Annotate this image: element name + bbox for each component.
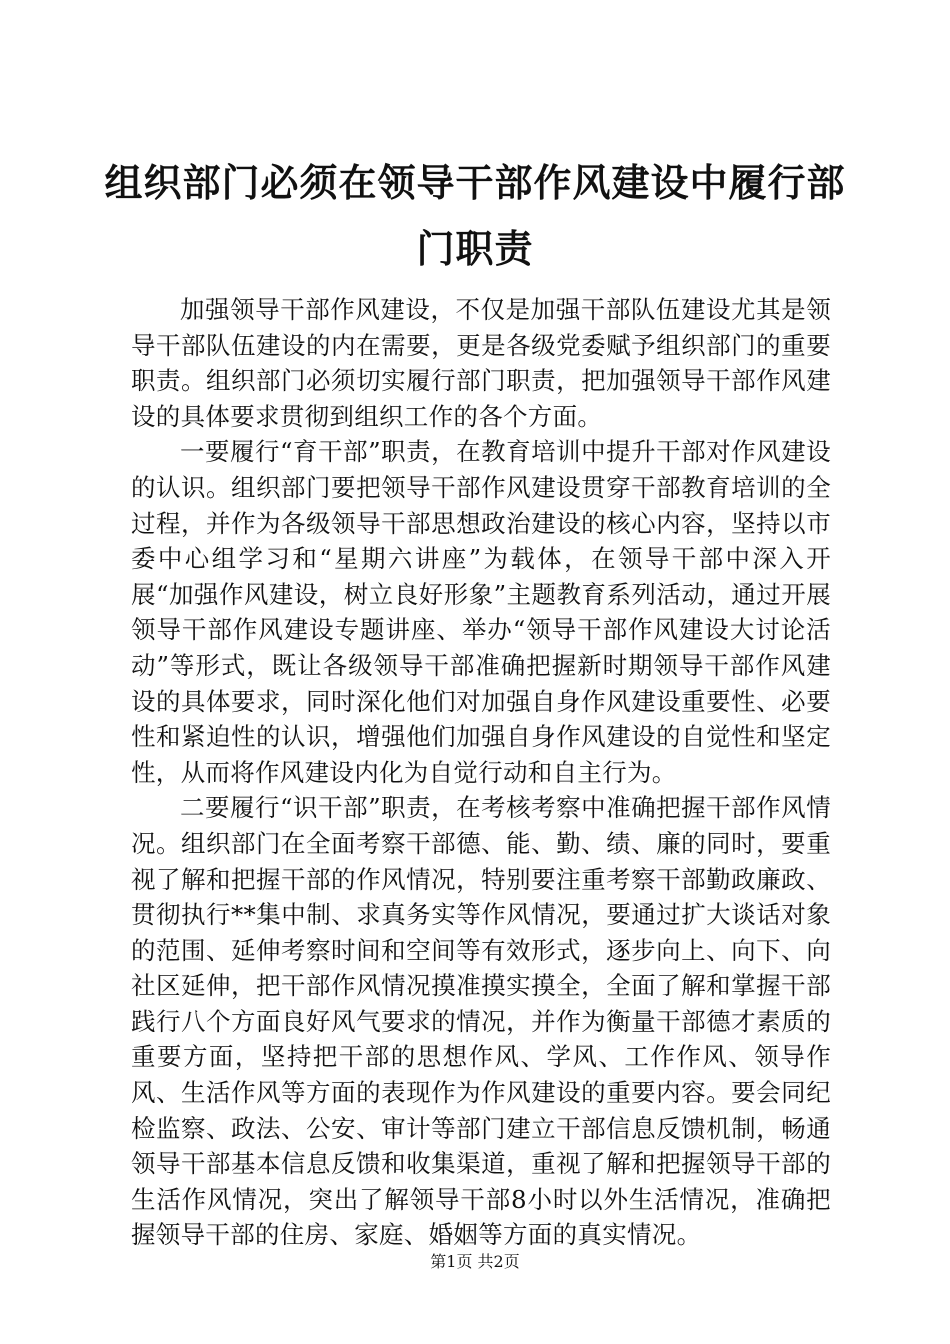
paragraph-intro: 加强领导干部作风建设，不仅是加强干部队伍建设尤其是领导干部队伍建设的内在需要，更是各级党委赋予组织部门的重要职责。组织部门必须切实履行部门职责，把加强领导干部作风建设的具体要求贯彻到组织工作的各个方面。 bbox=[131, 295, 831, 431]
document-body bbox=[131, 292, 831, 1253]
paragraph-identify-cadres: 二要履行“识干部”职责，在考核考察中准确把握干部作风情况。组织部门在全面考察干部德、能、勤、绩、廉的同时，要重视了解和把握干部的作风情况，特别要注重考察干部勤政廉政、贯彻执行**集中制、求真务实等作风情况，要通过扩大谈话对象的范围、延伸考察时间和空间等有效形式，逐步向上、向下、向社区延伸，把干部作风情况摸准摸实摸全，全面了解和掌握干部践行八个方面良好风气要求的情况，并作为衡量干部德才素质的重要方面，坚持把干部的思想作风、学风、工作作风、领导作风、生活作风等方面的表现作为作风建设的重要内容。要会同纪检监察、政法、公安、审计等部门建立干部信息反馈机制，畅通领导干部基本信息反馈和收集渠道，重视了解和把握领导干部的生活作风情况，突出了解领导干部8小时以外生活情况，准确把握领导干部的住房、家庭、婚姻等方面的真实情况。 bbox=[131, 793, 831, 1250]
document-title: 组织部门必须在领导干部作风建设中履行部门职责 bbox=[104, 161, 846, 271]
page-footer: 第1页 共2页 bbox=[430, 1252, 520, 1271]
paragraph-educate-cadres: 一要履行“育干部”职责，在教育培训中提升干部对作风建设的认识。组织部门要把领导干部作风建设贯穿干部教育培训的全过程，并作为各级领导干部思想政治建设的核心内容，坚持以市委中心组学习和“星期六讲座”为载体，在领导干部中深入开展“加强作风建设，树立良好形象”主题教育系列活动，通过开展领导干部作风建设专题讲座、举办“领导干部作风建设大讨论活动”等形式，既让各级领导干部准确把握新时期领导干部作风建设的具体要求，同时深化他们对加强自身作风建设重要性、必要性和紧迫性的认识，增强他们加强自身作风建设的自觉性和坚定性，从而将作风建设内化为自觉行动和自主行为。 bbox=[131, 437, 832, 787]
